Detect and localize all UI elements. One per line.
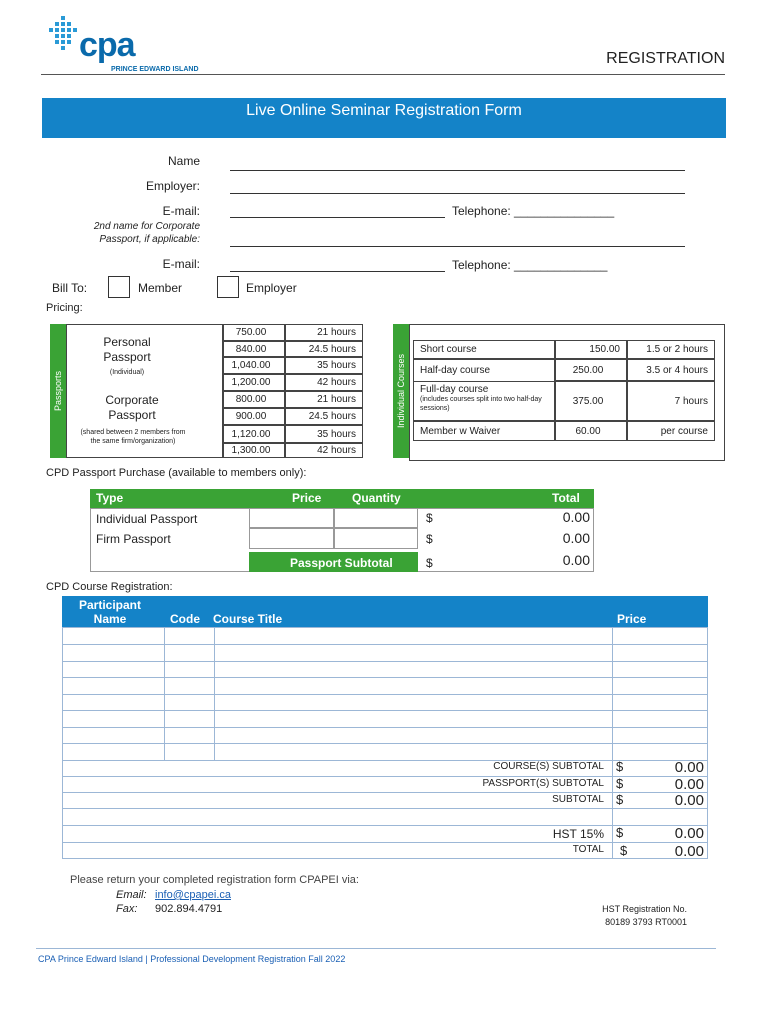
passports-side-label: [50, 324, 66, 458]
passport-price: 1,040.00: [223, 357, 285, 374]
return-instructions: Please return your completed registration form CPAPEI via:: [70, 874, 359, 886]
personal-passport-title: Personal Passport: [103, 335, 151, 364]
course-hours: per course: [627, 421, 715, 441]
form-title-banner: [42, 98, 726, 138]
course-table-header: [62, 596, 708, 627]
grid-line: [612, 627, 613, 859]
member-checkbox[interactable]: [108, 276, 130, 298]
passport-hours: 35 hours: [285, 425, 363, 443]
course-name: Member w Waiver: [420, 425, 501, 437]
course-name: Full-day course: [420, 384, 489, 395]
courses-side-label: [393, 324, 409, 458]
second-name-line2: Passport, if applicable:: [99, 234, 200, 245]
employer-label: Employer:: [145, 179, 200, 193]
course-hours: 3.5 or 4 hours: [627, 359, 715, 381]
passport-hours: 21 hours: [285, 324, 363, 341]
passport-hours: 21 hours: [285, 391, 363, 408]
col-code-header: Code: [170, 612, 200, 626]
individual-passport-price[interactable]: [249, 508, 334, 528]
total-value: 0.00: [674, 843, 704, 860]
corporate-passport-sub: (shared between 2 members from the same firm/organization): [80, 429, 186, 445]
passport-hours: 24.5 hours: [285, 408, 363, 425]
course-row-full: [413, 381, 555, 421]
header-line: [41, 74, 725, 75]
email-field[interactable]: [230, 217, 445, 218]
subtotal-label: SUBTOTAL: [552, 794, 604, 805]
email-label: E-mail:: [162, 204, 200, 218]
hst-registration-line1: HST Registration No.: [602, 904, 687, 914]
fax-number: 902.894.4791: [155, 903, 223, 915]
employer-option-label: Employer: [246, 281, 297, 295]
passport-hours: 42 hours: [285, 443, 363, 458]
currency-symbol: $: [426, 556, 433, 570]
fax-label: Fax:: [116, 903, 138, 915]
grid-line: [214, 627, 215, 760]
firm-passport-price[interactable]: [249, 528, 334, 549]
currency-symbol: $: [616, 776, 624, 791]
passport-hours: 24.5 hours: [285, 341, 363, 357]
course-row-waiver: [413, 421, 555, 441]
subtotal-value: 0.00: [674, 792, 704, 809]
col-course-title-header: Course Title: [213, 612, 283, 626]
total-label: TOTAL: [572, 844, 604, 855]
col-type-header: Type: [96, 491, 124, 505]
cpd-passport-header: [90, 489, 594, 508]
currency-symbol: $: [616, 825, 624, 840]
passport-price: 1,120.00: [223, 425, 285, 443]
passport-price: 840.00: [223, 341, 285, 357]
firm-passport-qty[interactable]: [334, 528, 418, 549]
hst-value: 0.00: [674, 825, 704, 842]
courses-side-text: Individual Courses: [396, 353, 406, 429]
course-hours: 7 hours: [627, 381, 715, 421]
hst-label: HST 15%: [552, 827, 604, 841]
hst-registration-line2: 80189 3793 RT0001: [605, 917, 687, 927]
col-participant-header: Participant Name: [78, 598, 141, 626]
col-price-header: Price: [292, 491, 322, 505]
cpd-passport-heading: CPD Passport Purchase (available to members only):: [46, 467, 307, 479]
passport-price: 800.00: [223, 391, 285, 408]
course-price: 150.00: [555, 340, 627, 359]
passports-side-text: Passports: [53, 370, 63, 412]
individual-passport-total: 0.00: [562, 509, 590, 525]
name-field[interactable]: [230, 170, 685, 171]
passport-price: 1,300.00: [223, 443, 285, 458]
footer-text: CPA Prince Edward Island | Professional Development Registration Fall 2022: [38, 954, 346, 964]
course-name: Half-day course: [420, 365, 491, 376]
second-name-line1: 2nd name for Corporate: [93, 221, 200, 232]
logo: [45, 14, 215, 76]
currency-symbol: $: [426, 532, 433, 546]
course-note: (includes courses split into two half-day sessions): [420, 396, 542, 412]
passport-price: 900.00: [223, 408, 285, 425]
course-hours: 1.5 or 2 hours: [627, 340, 715, 359]
email2-field[interactable]: [230, 271, 445, 272]
form-title: Live Online Seminar Registration Form: [246, 102, 522, 119]
firm-passport-label: Firm Passport: [96, 532, 171, 546]
individual-passport-label: Individual Passport: [96, 512, 198, 526]
currency-symbol: $: [616, 759, 624, 774]
name-label: Name: [167, 154, 200, 168]
member-label: Member: [138, 281, 183, 295]
telephone-label[interactable]: Telephone: _______________: [452, 204, 615, 218]
firm-passport-total: 0.00: [562, 530, 590, 546]
email2-label: E-mail:: [162, 257, 200, 271]
logo-mark-icon: [45, 14, 83, 62]
individual-passport-qty[interactable]: [334, 508, 418, 528]
email-link[interactable]: info@cpapei.ca: [155, 889, 231, 901]
logo-text: cpa: [79, 26, 135, 64]
section-title: REGISTRATION: [606, 50, 725, 67]
passport-subtotal-value: 0.00: [562, 552, 590, 568]
second-name-field[interactable]: [230, 246, 685, 247]
employer-field[interactable]: [230, 193, 685, 194]
second-name-label: [60, 220, 200, 246]
passport-subtotal-label: Passport Subtotal: [290, 556, 393, 570]
currency-symbol: $: [616, 792, 624, 807]
passports-subtotal-value: 0.00: [674, 776, 704, 793]
email-footer-label: Email:: [116, 889, 147, 901]
bill-to-label: Bill To:: [52, 281, 88, 295]
passport-hours: 35 hours: [285, 357, 363, 374]
currency-symbol: $: [426, 511, 433, 525]
col-total-header: Total: [552, 491, 580, 505]
grid-line: [164, 627, 165, 760]
cpd-course-heading: CPD Course Registration:: [46, 581, 173, 593]
passports-subtotal-label: PASSPORT(S) SUBTOTAL: [482, 778, 604, 789]
personal-passport-sub: (Individual): [109, 369, 145, 376]
logo-subtext: PRINCE EDWARD ISLAND: [111, 66, 199, 73]
course-price: 60.00: [555, 421, 627, 441]
footer-divider: [36, 948, 716, 949]
passport-hours: 42 hours: [285, 374, 363, 391]
course-name: Short course: [420, 344, 477, 355]
course-row-short: [413, 340, 555, 359]
telephone2-label[interactable]: Telephone: ______________: [452, 258, 608, 272]
currency-symbol: $: [620, 843, 628, 858]
course-price: 375.00: [555, 381, 627, 421]
corporate-passport-title: Corporate Passport: [105, 393, 159, 422]
course-price: 250.00: [555, 359, 627, 381]
courses-subtotal-label: COURSE(S) SUBTOTAL: [493, 761, 604, 772]
pricing-label: Pricing:: [46, 302, 83, 314]
courses-subtotal-value: 0.00: [674, 759, 704, 776]
col-quantity-header: Quantity: [352, 491, 401, 505]
course-row-half: [413, 359, 555, 381]
passport-price: 1,200.00: [223, 374, 285, 391]
col-price-header: Price: [617, 612, 647, 626]
passport-price: 750.00: [223, 324, 285, 341]
employer-checkbox[interactable]: [217, 276, 239, 298]
